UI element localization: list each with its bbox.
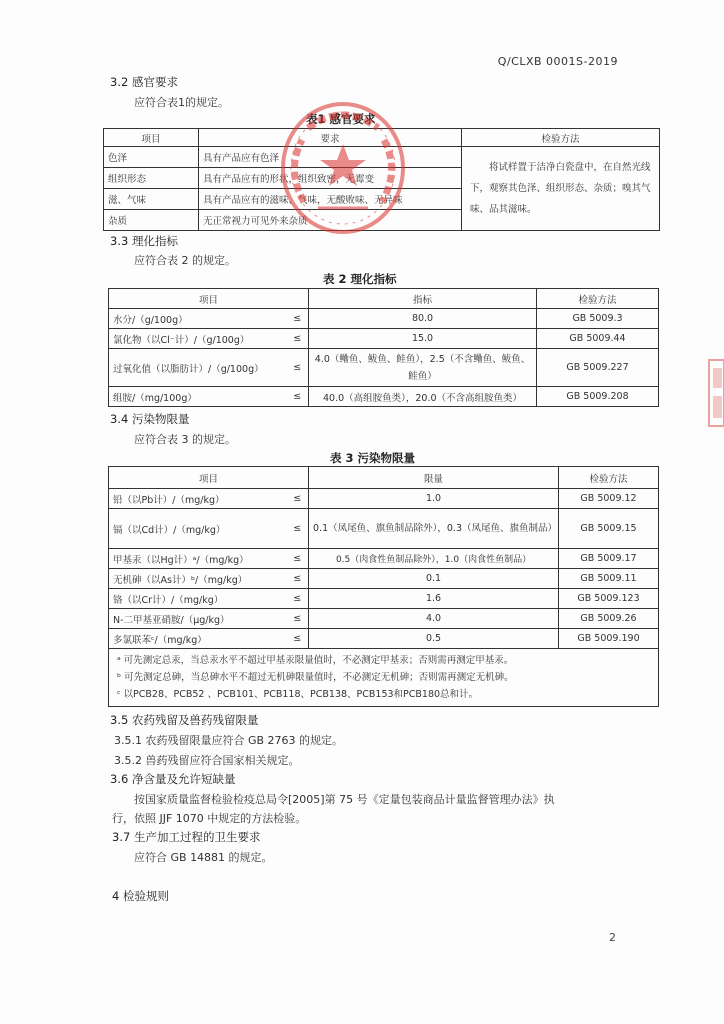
table-3-item: N-二甲基亚硝胺/（μg/kg）: [109, 609, 287, 629]
table-row: [109, 309, 659, 329]
section-3-5-heading: 3.5 农药残留及兽药残留限量: [110, 713, 259, 727]
table-3-note-b: ᵇ 可先测定总砷，当总砷水平不超过无机砷限量值时，不必测定无机砷；否则需再测定无机砷。: [117, 672, 514, 683]
table-3-limit: 0.5: [309, 629, 559, 649]
section-3-2-text: 应符合表1的规定。: [134, 96, 229, 109]
table-3-notes-row: [109, 649, 659, 707]
table-2-method: GB 5009.227: [537, 349, 659, 387]
table-3-operator: ≤: [287, 489, 309, 509]
section-3-2-heading: 3.2 感官要求: [110, 75, 178, 89]
table-1-item: 滋、气味: [104, 189, 199, 210]
table-3-method: GB 5009.123: [559, 589, 659, 609]
table-3-method: GB 5009.12: [559, 489, 659, 509]
table-row: [109, 489, 659, 509]
section-3-3-heading: 3.3 理化指标: [110, 234, 178, 248]
table-2-method: GB 5009.208: [537, 387, 659, 407]
table-3-operator: ≤: [287, 509, 309, 549]
table-3-header-item: 项目: [109, 467, 309, 489]
table-row: [109, 549, 659, 569]
table-3-note-a: ᵃ 可先测定总汞，当总汞水平不超过甲基汞限量值时，不必测定甲基汞；否则需再测定甲基汞。: [117, 655, 514, 666]
table-1-requirement: 具有产品应有的滋味、气味，无酸败味、无异味: [199, 189, 462, 210]
table-3-method: GB 5009.15: [559, 509, 659, 549]
page-number: 2: [609, 931, 616, 944]
table-3-operator: ≤: [287, 609, 309, 629]
table-2-item: 过氧化值（以脂肪计）/（g/100g）: [109, 349, 287, 387]
company-seal-stamp: [278, 98, 408, 238]
table-2-physicochemical: [108, 288, 659, 407]
table-3-limit: 4.0: [309, 609, 559, 629]
table-3-method: GB 5009.26: [559, 609, 659, 629]
table-2-operator: ≤: [287, 309, 309, 329]
table-1-item: 色泽: [104, 147, 199, 168]
table-2-operator: ≤: [287, 349, 309, 387]
table-2-operator: ≤: [287, 387, 309, 407]
table-3-limit: 0.1（凤尾鱼、旗鱼制品除外），0.3（凤尾鱼、旗鱼制品）: [309, 509, 559, 549]
table-3-item: 镉（以Cd计）/（mg/kg）: [109, 509, 287, 549]
section-3-5-1-text: 3.5.1 农药残留限量应符合 GB 2763 的规定。: [114, 734, 344, 747]
section-3-6-text-2: 行，依照 JJF 1070 中规定的方法检验。: [112, 812, 307, 825]
table-row: [109, 387, 659, 407]
table-1-requirement: 无正常视力可见外来杂质: [199, 210, 462, 231]
table-3-notes: [109, 649, 659, 707]
table-2-value: 4.0（鳓鱼、鲅鱼、鲑鱼），2.5（不含鳓鱼、鲅鱼、鲑鱼）: [309, 349, 537, 387]
table-3-limit: 1.0: [309, 489, 559, 509]
table-row: [109, 569, 659, 589]
table-1-header-method: 检验方法: [462, 129, 660, 147]
section-3-5-2-text: 3.5.2 兽药残留应符合国家相关规定。: [114, 754, 300, 767]
table-2-item: 组胺/（mg/100g）: [109, 387, 287, 407]
table-1-item: 杂质: [104, 210, 199, 231]
table-3-header-limit: 限量: [309, 467, 559, 489]
table-2-method: GB 5009.3: [537, 309, 659, 329]
section-3-6-text-1: 按国家质量监督检验检疫总局令[2005]第 75 号《定量包装商品计量监督管理办法》执: [134, 793, 555, 806]
table-row: [109, 349, 659, 387]
table-1-method: 将试样置于洁净白瓷盘中，在自然光线下，观察其色泽、组织形态、杂质；嗅其气味、品其滋味。: [462, 147, 660, 231]
table-3-item: 铅（以Pb计）/（mg/kg）: [109, 489, 287, 509]
seal-edge-mark: [705, 358, 724, 428]
table-3-method: GB 5009.190: [559, 629, 659, 649]
table-2-header-method: 检验方法: [537, 289, 659, 309]
table-row: [109, 589, 659, 609]
table-3-limit: 0.5（肉食性鱼制品除外），1.0（肉食性鱼制品）: [309, 549, 559, 569]
table-3-item: 甲基汞（以Hg计）ᵃ/（mg/kg）: [109, 549, 287, 569]
section-3-4-text: 应符合表 3 的规定。: [134, 433, 236, 446]
table-1-requirement: 具有产品应有的形状，组织致密，无霉变: [199, 168, 462, 189]
table-3-item: 铬（以Cr计）/（mg/kg）: [109, 589, 287, 609]
table-3-method: GB 5009.17: [559, 549, 659, 569]
table-2-header-value: 指标: [309, 289, 537, 309]
section-3-7-text: 应符合 GB 14881 的规定。: [134, 851, 273, 864]
table-1-item: 组织形态: [104, 168, 199, 189]
table-3-operator: ≤: [287, 589, 309, 609]
section-3-7-heading: 3.7 生产加工过程的卫生要求: [112, 830, 261, 844]
table-1-header-item: 项目: [104, 129, 199, 147]
table-3-method: GB 5009.11: [559, 569, 659, 589]
standard-code: Q/CLXB 0001S-2019: [497, 55, 618, 68]
table-1-requirement: 具有产品应有色泽: [199, 147, 462, 168]
table-3-item: 多氯联苯ᶜ/（mg/kg）: [109, 629, 287, 649]
table-1-header-requirement: 要求: [199, 129, 462, 147]
table-row: [109, 329, 659, 349]
table-3-limit: 0.1: [309, 569, 559, 589]
table-3-caption: 表 3 污染物限量: [330, 451, 416, 465]
table-2-item: 氯化物（以Cl⁻计）/（g/100g）: [109, 329, 287, 349]
section-3-6-heading: 3.6 净含量及允许短缺量: [110, 772, 236, 786]
table-2-value: 80.0: [309, 309, 537, 329]
table-2-header-item: 项目: [109, 289, 309, 309]
table-3-operator: ≤: [287, 569, 309, 589]
table-3-operator: ≤: [287, 629, 309, 649]
table-3-note-c: ᶜ 以PCB28、PCB52 、PCB101、PCB118、PCB138、PCB153和PCB180总和计。: [117, 689, 479, 700]
table-2-operator: ≤: [287, 329, 309, 349]
table-3-header-method: 检验方法: [559, 467, 659, 489]
section-3-3-text: 应符合表 2 的规定。: [134, 254, 236, 267]
table-3-item: 无机砷（以As计）ᵇ/（mg/kg）: [109, 569, 287, 589]
table-row: [109, 629, 659, 649]
table-1-caption: 表1 感官要求: [306, 112, 376, 126]
table-3-limit: 1.6: [309, 589, 559, 609]
section-3-4-heading: 3.4 污染物限量: [110, 412, 190, 426]
table-row: [109, 509, 659, 549]
table-2-value: 40.0（高组胺鱼类），20.0（不含高组胺鱼类）: [309, 387, 537, 407]
section-4-heading: 4 检验规则: [112, 889, 169, 903]
table-2-caption: 表 2 理化指标: [323, 272, 397, 286]
table-3-operator: ≤: [287, 549, 309, 569]
table-row: [109, 609, 659, 629]
table-2-item: 水分/（g/100g）: [109, 309, 287, 329]
table-3-contaminants: [108, 466, 659, 707]
table-2-value: 15.0: [309, 329, 537, 349]
table-2-method: GB 5009.44: [537, 329, 659, 349]
